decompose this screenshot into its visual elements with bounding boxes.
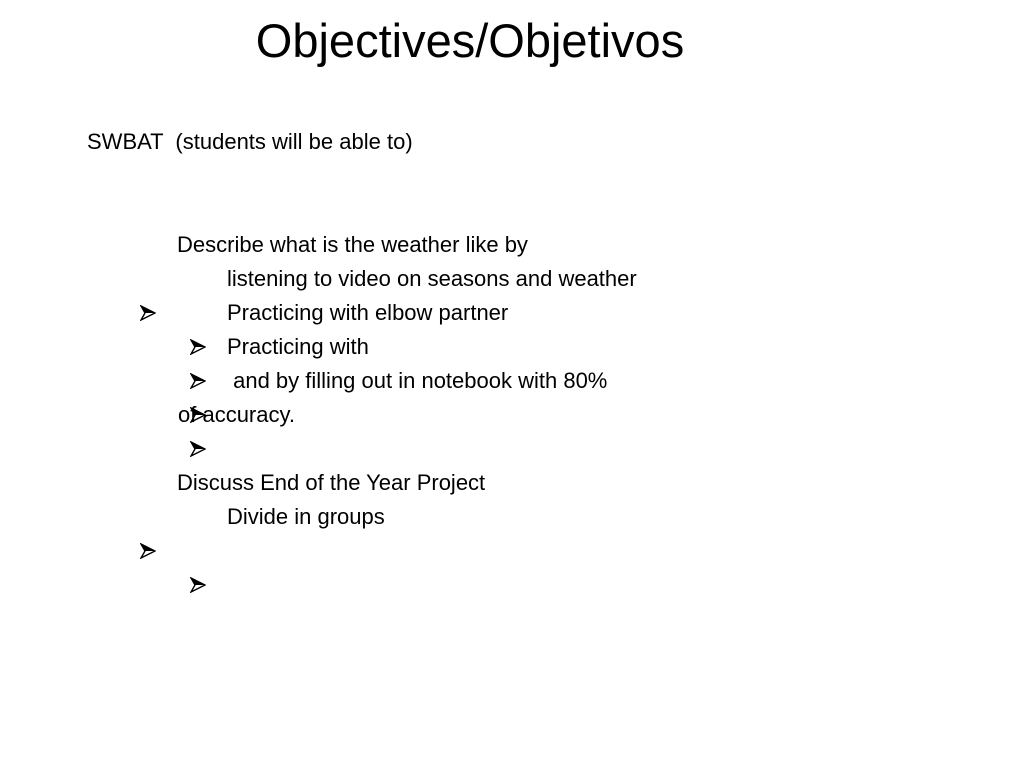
arrowhead-bullet-icon [190,509,206,525]
list-item [190,330,369,364]
arrowhead-bullet-icon [190,305,206,321]
slide-subtitle: SWBAT (students will be able to) [87,129,413,154]
arrowhead-bullet-icon [190,271,206,287]
arrowhead-bullet-icon [190,373,206,389]
list-item [190,364,607,398]
list-item [190,262,637,296]
list-item-text: Divide in groups [227,504,385,529]
list-item-continuation [178,398,295,432]
list-item [190,296,508,330]
list-item-text: listening to video on seasons and weather [227,266,637,291]
list-item-text: Discuss End of the Year Project [177,470,486,495]
arrowhead-bullet-icon [140,475,156,491]
list-item [140,228,528,262]
list-item-text: Practicing with [227,334,369,359]
arrowhead-bullet-icon [140,237,156,253]
list-item [190,500,385,534]
list-item-text: Practicing with elbow partner [227,300,509,325]
list-item-text: and by filling out in notebook with 80% [227,368,608,393]
list-item-text: of accuracy. [178,402,295,427]
slide-title: Objectives/Objetivos [255,14,685,67]
list-item-text: Describe what is the weather like by [177,232,528,257]
arrowhead-bullet-icon [190,339,206,355]
list-item [140,466,485,500]
